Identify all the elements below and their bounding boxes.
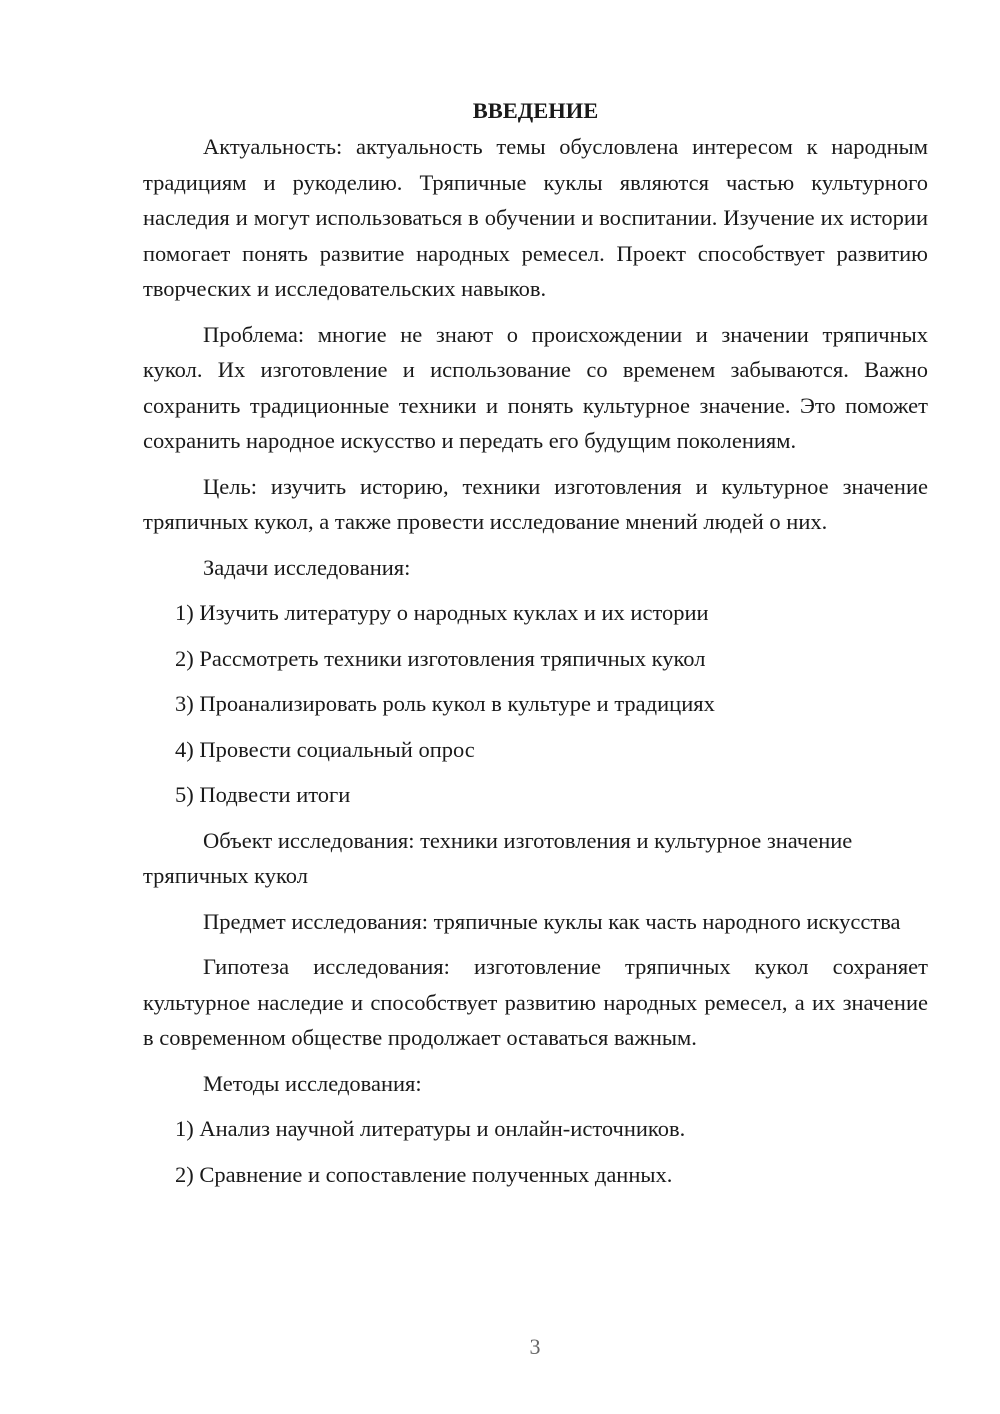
- methods-label: Методы исследования:: [203, 1070, 422, 1096]
- task-item: 3) Проанализировать роль кукол в культуре и традициях: [175, 691, 715, 716]
- task-item: 1) Изучить литературу о народных куклах и их истории: [175, 600, 709, 625]
- problem-paragraph: Проблема: многие не знают о происхождении и значении тряпичных кукол. Их изготовление и использование со временем забываются. Важно сохранить традиционные техники и понять культурное значение. Это поможет сохранить народное искусство и передать его будущим поколениям.: [143, 321, 928, 453]
- goal-paragraph: Цель: изучить историю, техники изготовления и культурное значение тряпичных кукол, а также провести исследование мнений людей о них.: [143, 473, 928, 534]
- page-content: [143, 95, 928, 1202]
- methods-list: [143, 1111, 928, 1192]
- hypothesis-paragraph: Гипотеза исследования: изготовление тряпичных кукол сохраняет культурное наследие и способствует развитию народных ремесел, а их значение в современном обществе продолжает оставаться важным.: [143, 954, 928, 1050]
- method-item: 1) Анализ научной литературы и онлайн-источников.: [175, 1116, 686, 1141]
- page-number: 3: [529, 1334, 541, 1359]
- task-item: 2) Рассмотреть техники изготовления тряпичных кукол: [175, 645, 706, 671]
- page-title: ВВЕДЕНИЕ: [472, 98, 599, 123]
- method-item: 2) Сравнение и сопоставление полученных данных.: [175, 1161, 673, 1187]
- tasks-list: [143, 595, 928, 813]
- relevance-paragraph: Актуальность: актуальность темы обусловлена интересом к народным традициям и рукоделию. Тряпичные куклы являются частью культурного наследия и могут использоваться в обучении и воспитании. Изучение их истории помогает понять развитие народных ремесел. Проект способствует развитию творческих и исследовательских навыков.: [143, 134, 928, 301]
- object-paragraph: Объект исследования: техники изготовления и культурное значение тряпичных кукол: [143, 827, 853, 888]
- task-item: 5) Подвести итоги: [175, 782, 351, 807]
- task-item: 4) Провести социальный опрос: [175, 736, 475, 762]
- subject-paragraph: Предмет исследования: тряпичные куклы как часть народного искусства: [203, 908, 901, 934]
- tasks-label: Задачи исследования:: [203, 554, 411, 580]
